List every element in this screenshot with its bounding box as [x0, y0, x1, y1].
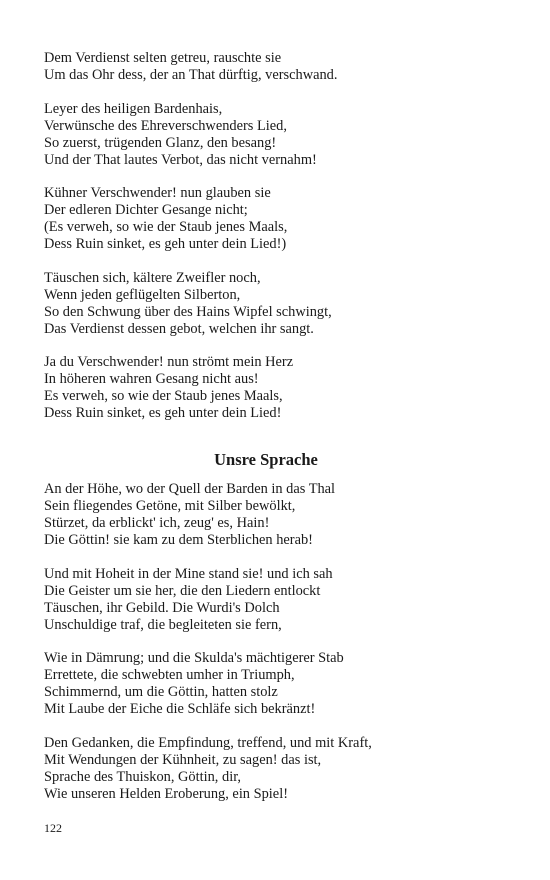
verse-line: Den Gedanken, die Empfindung, treffend, und mit Kraft, [44, 734, 372, 751]
stanza [44, 101, 514, 169]
verse-line: Kühner Verschwender! nun glauben sie [44, 185, 271, 201]
stanza [44, 481, 514, 549]
verse-line: Das Verdienst dessen gebot, welchen ihr sangt. [44, 320, 314, 337]
verse-line: Der edleren Dichter Gesange nicht; [44, 202, 248, 218]
verse-line: Und der That lautes Verbot, das nicht vernahm! [44, 151, 317, 168]
verse-line: In höheren wahren Gesang nicht aus! [44, 371, 259, 387]
verse-line: Und mit Hoheit in der Mine stand sie! und ich sah [44, 565, 333, 582]
verse-line: Verwünsche des Ehreverschwenders Lied, [44, 117, 287, 134]
stanza [44, 270, 514, 338]
verse-line: Wenn jeden geflügelten Silberton, [44, 286, 241, 303]
verse-line: Wie unseren Helden Eroberung, ein Spiel! [44, 785, 288, 802]
poem-unsre-sprache [44, 481, 514, 803]
text-block [44, 50, 514, 819]
stanza [44, 354, 514, 422]
stanza [44, 50, 514, 84]
verse-line: Unschuldige traf, die begleiteten sie fern, [44, 616, 282, 633]
verse-line: Die Göttin! sie kam zu dem Sterblichen herab! [44, 532, 313, 548]
verse-line: Täuschen, ihr Gebild. Die Wurdi's Dolch [44, 599, 280, 616]
verse-line: Wie in Dämrung; und die Skulda's mächtigerer Stab [44, 650, 344, 666]
verse-line: So zuerst, trügenden Glanz, den besang! [44, 134, 277, 151]
verse-line: Mit Laube der Eiche die Schläfe sich bekränzt! [44, 701, 316, 717]
poem-continued [44, 50, 514, 422]
verse-line: Es verweh, so wie der Staub jenes Maals, [44, 388, 283, 404]
page-number: 122 [44, 821, 62, 835]
verse-line: Errettete, die schwebten umher in Triumph, [44, 667, 295, 683]
verse-line: Dem Verdienst selten getreu, rauschte sie [44, 50, 282, 66]
verse-line: So den Schwung über des Hains Wipfel schwingt, [44, 303, 332, 320]
verse-line: Sein fliegendes Getöne, mit Silber bewölkt, [44, 498, 296, 514]
poem-title: Unsre Sprache [214, 450, 318, 469]
verse-line: Leyer des heiligen Bardenhais, [44, 100, 223, 117]
stanza [44, 735, 514, 803]
stanza [44, 650, 514, 718]
verse-line: (Es verweh, so wie der Staub jenes Maals, [44, 219, 288, 235]
verse-line: Sprache des Thuiskon, Göttin, dir, [44, 768, 242, 785]
verse-line: An der Höhe, wo der Quell der Barden in das Thal [44, 481, 336, 497]
verse-line: Die Geister um sie her, die den Liedern entlockt [44, 582, 321, 599]
verse-line: Ja du Verschwender! nun strömt mein Herz [44, 354, 294, 370]
verse-line: Dess Ruin sinket, es geh unter dein Lied! [44, 405, 282, 421]
verse-line: Schimmernd, um die Göttin, hatten stolz [44, 684, 278, 700]
verse-line: Stürzet, da erblickt' ich, zeug' es, Hain! [44, 515, 270, 531]
verse-line: Dess Ruin sinket, es geh unter dein Lied!) [44, 236, 287, 252]
verse-line: Täuschen sich, kältere Zweifler noch, [44, 269, 261, 286]
stanza [44, 185, 514, 253]
stanza [44, 566, 514, 634]
verse-line: Um das Ohr dess, der an That dürftig, verschwand. [44, 67, 338, 83]
verse-line: Mit Wendungen der Kühnheit, zu sagen! das ist, [44, 751, 322, 768]
